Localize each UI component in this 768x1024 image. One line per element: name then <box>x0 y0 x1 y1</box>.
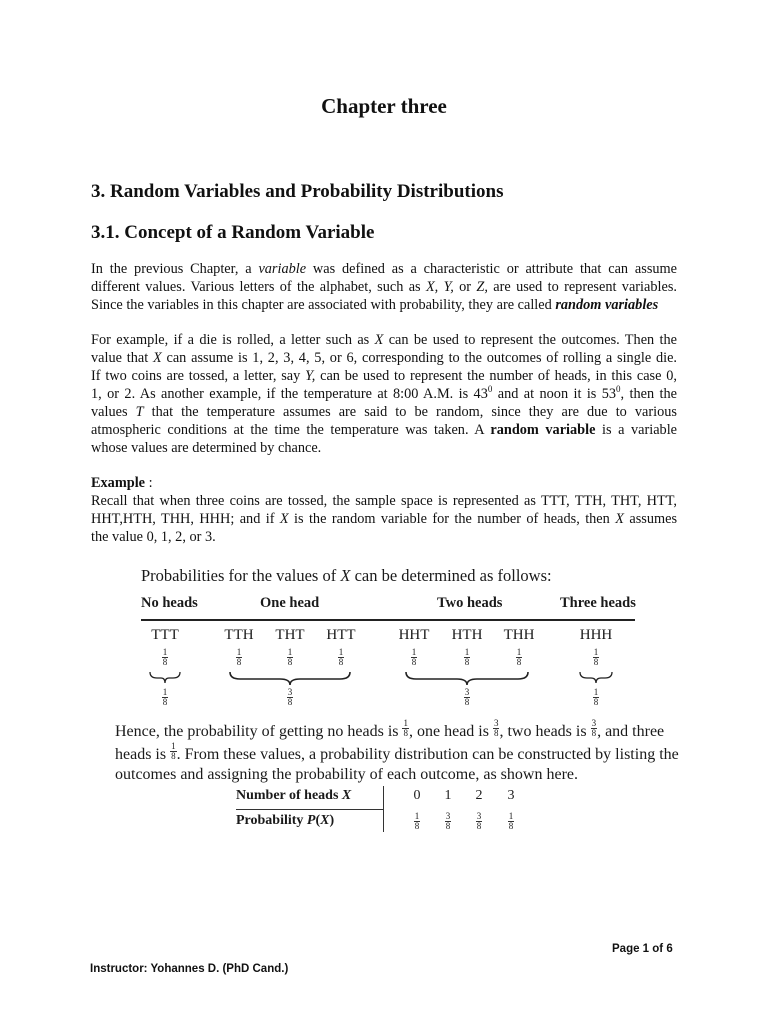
col-head-no-heads: No heads <box>141 595 198 611</box>
chapter-title: Chapter three <box>321 94 447 118</box>
section-heading: 3. Random Variables and Probability Distributions <box>91 181 504 202</box>
value-3: 3 <box>507 788 515 803</box>
prob-hhh: $\frac{1}{8}$ <box>593 647 599 667</box>
brace-three-heads <box>580 672 612 683</box>
table-col-rule <box>383 786 384 832</box>
outcome-thh: THH <box>503 627 535 643</box>
outcome-htt: HTT <box>326 627 356 643</box>
page-number: Page 1 of 6 <box>612 943 673 955</box>
row-label-probability: Probability P(X) <box>236 813 335 828</box>
col-head-three-heads: Three heads <box>560 595 636 611</box>
row-label-heads: Number of heads X <box>236 788 352 803</box>
term-random-variable: random variable <box>490 422 596 438</box>
value-1: 1 <box>444 788 452 803</box>
group-prob-no-heads: $\frac{1}{8}$ <box>162 687 168 707</box>
term-variable: variable <box>258 261 307 277</box>
prob-hth: $\frac{1}{8}$ <box>464 647 470 667</box>
brace-no-heads <box>150 672 180 683</box>
prob-thh: $\frac{1}{8}$ <box>516 647 522 667</box>
instructor-footer: Instructor: Yohannes D. (PhD Cand.) <box>90 963 289 975</box>
prob-value-0: $\frac{1}{8}$ <box>414 811 420 831</box>
prob-tht: $\frac{1}{8}$ <box>287 647 293 667</box>
value-0: 0 <box>413 788 421 803</box>
outcome-tth: TTH <box>224 627 254 643</box>
brace-one-head <box>230 672 350 685</box>
prob-tth: $\frac{1}{8}$ <box>236 647 242 667</box>
example-block: Example : Recall that when three coins are tossed, the sample space is represented as TTT, TTH, THT, HTT, HHT,HTH, THH, HHH; and if X is the random variable for the number of heads, then X assumes the value 0, 1, 2, or 3. <box>91 475 678 545</box>
header-rule <box>141 619 635 621</box>
term-random-variables: random variables <box>555 297 659 313</box>
prob-ttt: $\frac{1}{8}$ <box>162 647 168 667</box>
prob-value-1: $\frac{3}{8}$ <box>445 811 451 831</box>
subsection-heading: 3.1. Concept of a Random Variable <box>91 222 375 243</box>
outcome-ttt: TTT <box>151 627 179 643</box>
outcome-tht: THT <box>275 627 305 643</box>
prob-value-2: $\frac{3}{8}$ <box>476 811 482 831</box>
prob-value-3: $\frac{1}{8}$ <box>508 811 514 831</box>
grouping-braces <box>130 668 650 690</box>
col-head-one-head: One head <box>260 595 320 611</box>
example-label: Example <box>91 475 146 491</box>
outcome-hth: HTH <box>451 627 483 643</box>
group-prob-three-heads: $\frac{1}{8}$ <box>593 687 599 707</box>
group-prob-two-heads: $\frac{3}{8}$ <box>464 687 470 707</box>
outcome-hht: HHT <box>398 627 430 643</box>
prob-hht: $\frac{1}{8}$ <box>411 647 417 667</box>
hence-paragraph: Hence, the probability of getting no heads is $\frac{1}{8}$ , one head is $\frac{3}{8}$ , two heads is $\frac{3}{8}$ , and three heads is $\frac{1}{8}$ . From these values, a probability distribution can be constructed by listing the outcomes and assigning the probability of each outcome, as shown here. <box>115 718 679 783</box>
table-row-rule <box>236 809 383 810</box>
outcome-hhh: HHH <box>579 627 613 643</box>
example-paragraph: For example, if a die is rolled, a letter such as X can be used to represent the outcomes. Then the value that X can assume is 1, 2, 3, 4, 5, or 6, corresponding to the outcomes of rolling a single die. If two coins are tossed, a letter, say Y, can be used to represent the number of heads, in this case 0, 1, or 2. As another example, if the temperature at 8:00 A.M. is $43^0$ and at noon it is $53^0$, then the values T that the temperature assumes are said to be random, since they are due to various atmospheric conditions at the time the temperature was taken. A random variable is a variable whose values are determined by chance. <box>91 332 678 456</box>
group-prob-one-head: $\frac{3}{8}$ <box>287 687 293 707</box>
figure-title: Probabilities for the values of X can be determined as follows: <box>141 566 552 585</box>
col-head-two-heads: Two heads <box>437 595 503 611</box>
brace-two-heads <box>406 672 528 685</box>
value-2: 2 <box>475 788 483 803</box>
intro-paragraph: In the previous Chapter, a variable was defined as a characteristic or attribute that can assume different values. Various letters of the alphabet, such as X, Y, or Z, are used to represent variables. Since the variables in this chapter are associated with probability, they are called random variables <box>91 261 677 313</box>
prob-htt: $\frac{1}{8}$ <box>338 647 344 667</box>
